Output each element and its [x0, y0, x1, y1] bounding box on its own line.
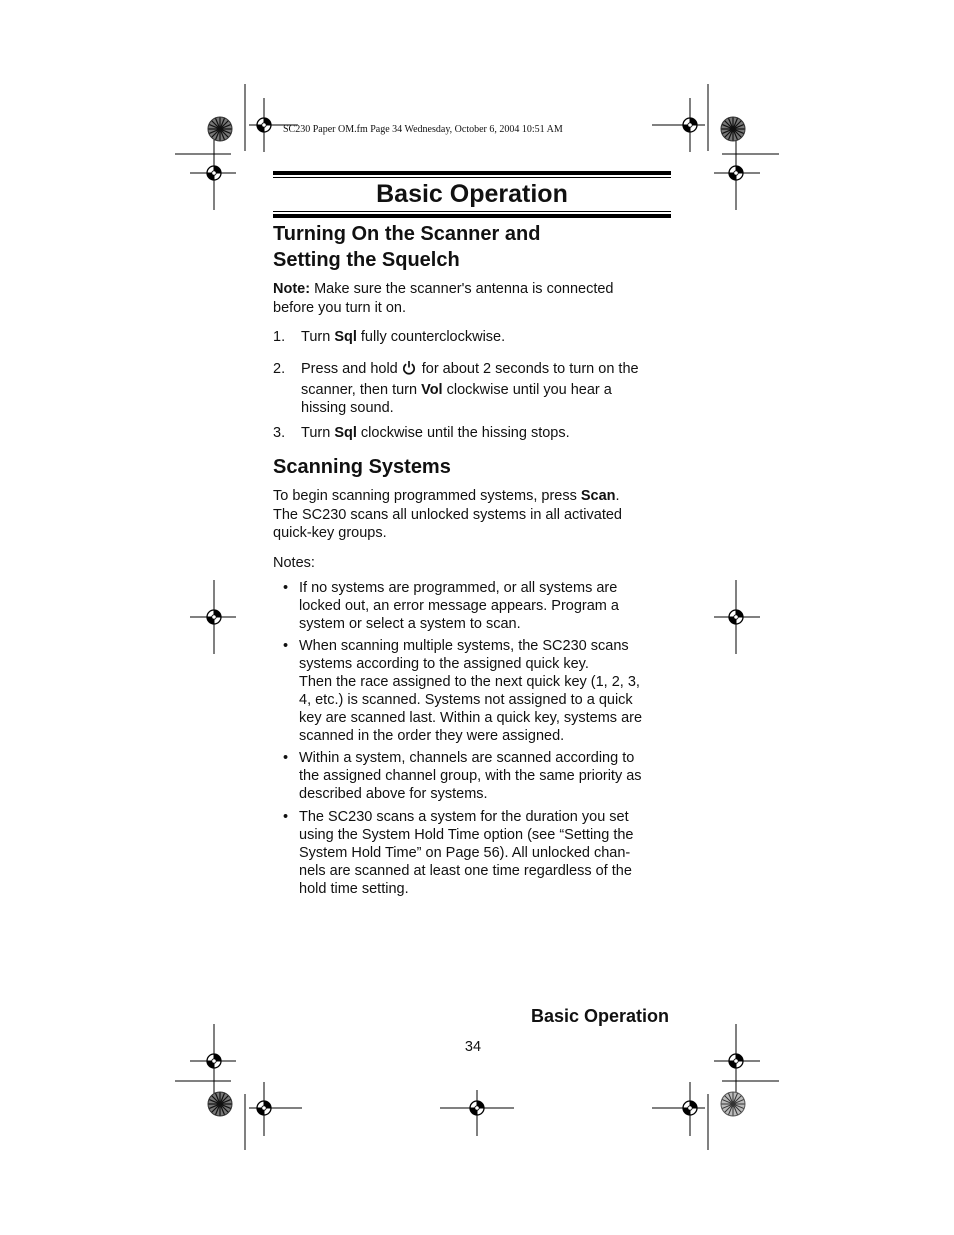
starburst-target-icon: [208, 117, 232, 141]
starburst-target-icon: [721, 117, 745, 141]
bullet-icon: •: [283, 809, 289, 825]
registration-mark-icon: [462, 1093, 492, 1123]
section-heading-turning-on: Turning On the Scanner and: [273, 223, 541, 245]
registration-mark-icon: [249, 110, 279, 140]
vol-key: Vol: [421, 381, 443, 398]
starburst-target-icon: [721, 1092, 745, 1116]
note-text: Make sure the scanner's antenna is connected: [310, 281, 614, 297]
step-1: Turn Sql fully counterclockwise.: [301, 329, 506, 345]
sql-key: Sql: [334, 329, 357, 345]
registration-mark-icon: [721, 1046, 751, 1076]
starburst-target-icon: [208, 1092, 232, 1116]
notes-label: Notes:: [273, 555, 315, 571]
section-heading-squelch: Setting the Squelch: [273, 249, 460, 271]
sql-key: Sql: [334, 425, 357, 441]
section-heading-scanning: Scanning Systems: [273, 456, 451, 478]
page-number: 34: [464, 1039, 482, 1055]
registration-mark-icon: [721, 158, 751, 188]
step-number: 3.: [273, 425, 286, 441]
note-bullet: Within a system, channels are scanned according to the assigned channel group, with the same priority as described above for systems.: [299, 750, 642, 802]
footer-section-title: Basic Operation: [530, 1006, 669, 1026]
note-paragraph: [273, 280, 673, 317]
bullet-icon: •: [283, 580, 289, 596]
bullet-icon: •: [283, 638, 289, 654]
registration-mark-icon: [721, 602, 751, 632]
note-text-line2: before you turn it on.: [273, 299, 406, 316]
registration-mark-icon: [199, 1046, 229, 1076]
title-rule-top: [273, 171, 671, 175]
bullet-icon: •: [283, 750, 289, 766]
scan-intro-paragraph: To begin scanning programmed systems, press Scan. The SC230 scans all unlocked systems in all activated quick-key groups.: [273, 488, 622, 541]
registration-mark-icon: [199, 602, 229, 632]
step-3: Turn Sql clockwise until the hissing stops.: [301, 425, 570, 441]
note-label: Note:: [273, 281, 311, 297]
power-button-icon: [402, 360, 416, 375]
note-bullet: When scanning multiple systems, the SC230 scans systems according to the assigned quick key. Then the race assigned to the next quick key (1, 2, 3, 4, etc.) is scanned. Systems not assigned to a quick key are scanned last. Within a quick key, systems are scanned in the order they were assigned.: [299, 638, 643, 744]
scan-key: Scan: [580, 488, 616, 504]
printer-slug: SC230 Paper OM.fm Page 34 Wednesday, October 6, 2004 10:51 AM: [283, 124, 563, 135]
title-rule-bottom-thin: [273, 211, 671, 212]
registration-mark-icon: [675, 1093, 705, 1123]
registration-mark-icon: [675, 110, 705, 140]
step-number: 1.: [273, 329, 286, 345]
note-bullet: If no systems are programmed, or all systems are locked out, an error message appears. Program a system or select a system to scan.: [299, 580, 619, 632]
title-rule-bottom: [273, 214, 671, 218]
registration-mark-icon: [249, 1093, 279, 1123]
registration-mark-icon: [199, 158, 229, 188]
note-bullet: The SC230 scans a system for the duration you set using the System Hold Time option (see “Setting the System Hold Time” on Page 56). All unlocked chan- nels are scanned at least one time regardless of the hold time setting.: [299, 809, 634, 897]
step-2: Press and hold for about 2 seconds to turn on the scanner, then turn Vol clockwise until you hear a hissing sound.: [301, 361, 639, 416]
step-number: 2.: [273, 361, 286, 377]
chapter-title: Basic Operation: [376, 180, 568, 208]
